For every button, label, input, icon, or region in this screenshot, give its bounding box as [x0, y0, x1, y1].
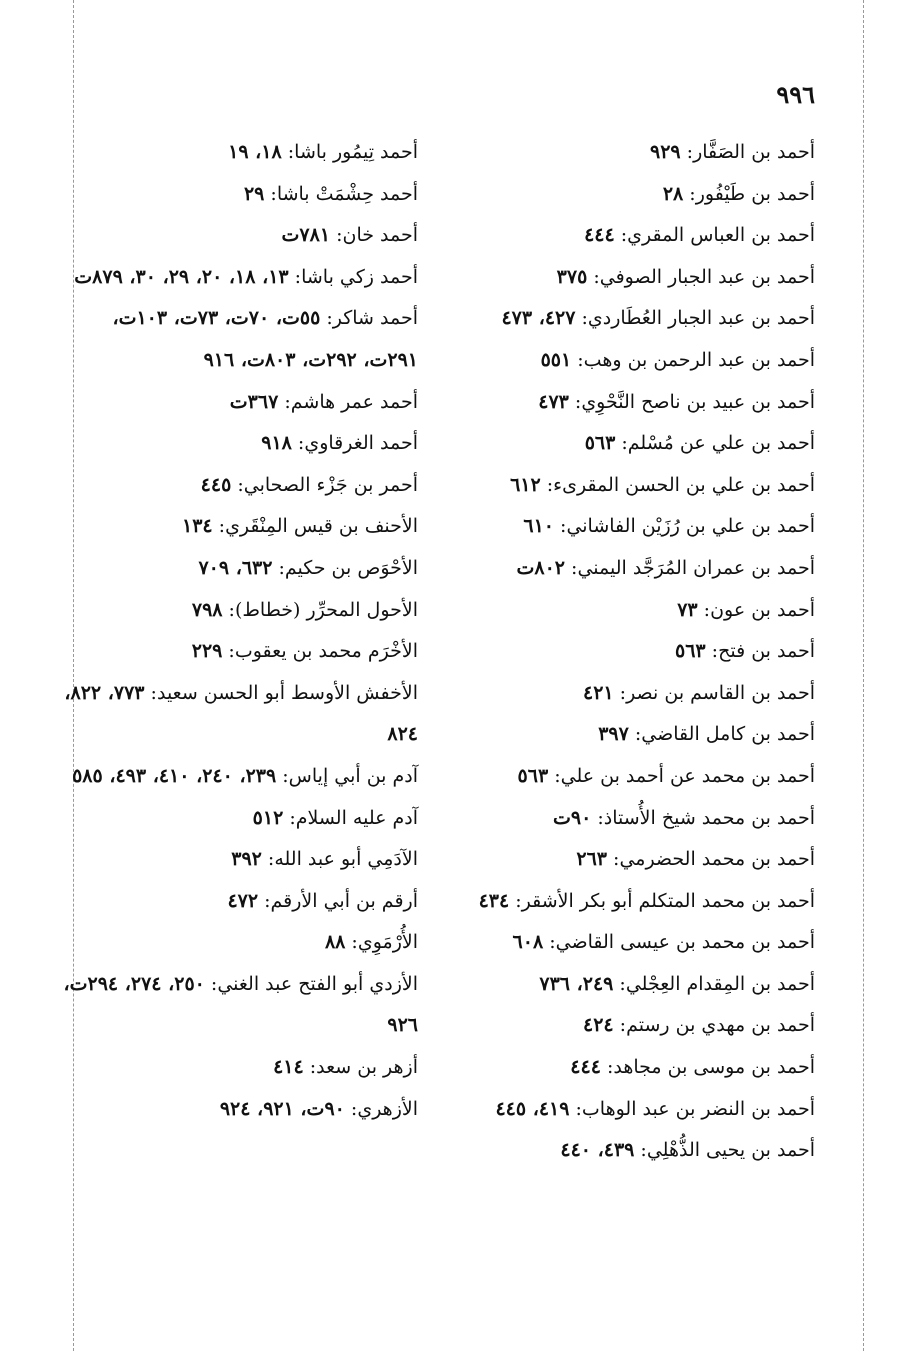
entry-separator: : — [509, 889, 522, 912]
entry-name: أحمد بن موسى بن مجاهد — [613, 1056, 815, 1079]
entry-name: أحمد بن يحيى الذُّهْلِي — [646, 1139, 815, 1162]
entry-name: أحمد بن الصَفَّار — [693, 141, 815, 163]
entry-page-refs: ٩٠ت — [553, 806, 592, 829]
entry-page-refs: ٨٨ — [324, 931, 346, 954]
entry-page-refs: ٤٤٤ — [570, 1056, 601, 1079]
index-entry — [58, 839, 418, 881]
index-entry — [58, 382, 418, 424]
entry-separator: : — [600, 1056, 614, 1079]
entry-name: أحمد بن عبيد بن ناصح النَّحْوِي — [581, 390, 815, 413]
entry-separator: : — [288, 265, 302, 288]
entry-page-refs: ٢٥٠، ٢٧٤، ٢٩٤ت، ٩٢٦ — [63, 972, 418, 1037]
entry-page-refs: ٤٤٤ — [584, 224, 615, 247]
entry-page-refs: ٥٥ت، ٧٠ت، ٧٣ت، ١٠٣ت، ٢٩١ت، ٢٩٢ت، ٨٠٣ت، ٩١٦ — [112, 307, 418, 371]
entry-separator: : — [344, 1097, 358, 1120]
index-entry — [455, 1089, 815, 1131]
entry-name: أزهر بن سعد — [316, 1056, 418, 1079]
entry-name: أحمد بن عون — [710, 598, 815, 621]
entry-separator: : — [540, 473, 554, 496]
index-entry — [455, 1130, 815, 1172]
entry-name: أحمد تِيمُور باشا — [294, 141, 418, 163]
entry-separator: : — [291, 432, 305, 455]
entry-page-refs: ١٣، ١٨، ٢٠، ٢٩، ٣٠، ٨٧٩ت — [74, 265, 289, 288]
entry-separator: : — [330, 224, 343, 247]
entry-separator: : — [258, 889, 271, 912]
index-entry — [455, 881, 815, 923]
entry-separator: : — [613, 972, 626, 995]
entry-separator: : — [548, 764, 561, 787]
entry-page-refs: ٤٣٤ — [478, 889, 510, 912]
index-entry — [58, 465, 418, 507]
entry-name: أحمد بن مهدي بن رستم — [626, 1014, 815, 1037]
entry-page-refs: ٢٤٩، ٧٣٦ — [539, 972, 614, 995]
index-entry — [58, 257, 418, 299]
entry-name: الأزدي أبو الفتح عبد الغني — [217, 972, 418, 995]
entry-name: الآدَمِي أبو عبد الله — [274, 848, 418, 871]
index-entry — [58, 548, 418, 590]
entry-page-refs: ٥١٢ — [252, 806, 284, 829]
index-entry — [455, 922, 815, 964]
entry-name: أحمد بن علي بن الحسن المقرىء — [553, 473, 815, 496]
entry-separator: : — [345, 931, 358, 954]
entry-separator: : — [553, 515, 567, 538]
index-entry — [455, 382, 815, 424]
entry-separator: : — [222, 598, 235, 621]
entry-page-refs: ٤١٤ — [273, 1056, 304, 1079]
entry-name: أحمد شاكر — [332, 307, 418, 330]
entry-name: أحمد بن محمد عن أحمد بن علي — [560, 764, 815, 787]
entry-name: أرقم بن أبي الأرقم — [270, 889, 418, 912]
page-number: ٩٩٦ — [776, 80, 815, 109]
entry-name: أحمد بن محمد المتكلم أبو بكر الأشقر — [521, 889, 815, 912]
index-entry — [455, 798, 815, 840]
index-entry — [455, 631, 815, 673]
entry-separator: : — [683, 182, 696, 205]
entry-page-refs: ٧٩٨ — [191, 598, 223, 621]
entry-name: أحمد بن محمد الحضرمي — [619, 848, 815, 871]
entry-name: أحمد حِشْمَتْ باشا — [276, 182, 418, 205]
index-entry — [455, 132, 815, 174]
entry-separator: : — [571, 348, 584, 371]
entry-page-refs: ٦١٠ — [523, 515, 554, 538]
entry-name: أحمد بن عبد الرحمن بن وهب — [583, 348, 815, 371]
entry-page-refs: ٢٨ — [662, 182, 684, 205]
index-entry — [455, 1047, 815, 1089]
entry-page-refs: ٩٢٩ — [649, 141, 681, 163]
entry-separator: : — [634, 1139, 647, 1162]
entry-separator: : — [697, 598, 711, 621]
entry-page-refs: ٤٧٢ — [227, 889, 259, 912]
entry-name: أحمد بن محمد بن عيسى القاضي — [555, 931, 815, 954]
entry-separator: : — [565, 556, 578, 579]
index-entry — [455, 964, 815, 1006]
entry-name: الأحنف بن قيس المِنْقَري — [225, 515, 418, 538]
entry-name: أحمد بن علي بن رُزَيْن الفاشاني — [566, 515, 815, 538]
entry-separator: : — [614, 224, 628, 247]
entry-page-refs: ٧٨١ت — [281, 224, 331, 247]
index-entry — [58, 964, 418, 1047]
entry-page-refs: ٤٢٧، ٤٧٣ — [501, 307, 576, 330]
index-entry — [58, 756, 418, 798]
entry-name: آدم عليه السلام — [295, 806, 418, 829]
entry-page-refs: ٤٣٩، ٤٤٠ — [560, 1139, 635, 1162]
entry-page-refs: ٢٩ — [243, 182, 265, 205]
entry-page-refs: ٤٢١ — [582, 681, 614, 704]
entry-separator: : — [278, 390, 291, 413]
index-entry — [455, 839, 815, 881]
index-entry — [455, 465, 815, 507]
index-entry — [58, 132, 418, 174]
entry-page-refs: ٢٦٣ — [576, 848, 607, 871]
index-entry — [58, 1047, 418, 1089]
entry-separator: : — [261, 848, 275, 871]
index-column-left — [58, 132, 418, 1130]
index-entry — [58, 673, 418, 756]
entry-name: الأحْوَص بن حكيم — [284, 556, 418, 579]
entry-name: الأُرْمَوِي — [357, 931, 418, 954]
entry-page-refs: ٨٠٢ت — [516, 556, 565, 579]
index-entry — [58, 423, 418, 465]
entry-separator: : — [303, 1056, 317, 1079]
entry-name: الأخفش الأوسط أبو الحسن سعيد — [156, 681, 418, 704]
entry-page-refs: ٣٧٥ — [556, 265, 588, 288]
entry-page-refs: ١٨، ١٩ — [228, 141, 282, 163]
index-entry — [58, 174, 418, 216]
entry-page-refs: ٥٦٣ — [517, 764, 549, 787]
index-entry — [455, 257, 815, 299]
entry-name: أحمد بن المِقدام العِجْلي — [625, 972, 815, 995]
entry-separator: : — [705, 640, 719, 663]
index-entry — [455, 1005, 815, 1047]
entry-name: أحمد بن طَيْفُور — [695, 182, 815, 205]
entry-name: أحمد بن النضر بن عبد الوهاب — [581, 1097, 815, 1120]
entry-name: أحمد الغرقاوي — [304, 432, 418, 455]
entry-name: الأحول المحرِّر (خطاط) — [234, 598, 418, 621]
entry-separator: : — [568, 390, 582, 413]
index-entry — [455, 590, 815, 632]
entry-page-refs: ٢٢٩ — [191, 640, 223, 663]
entry-separator: : — [543, 931, 556, 954]
index-entry — [58, 590, 418, 632]
entry-name: أحمد بن عبد الجبار العُطَاردي — [587, 307, 815, 330]
entry-page-refs: ٦١٢ — [510, 473, 541, 496]
entry-separator: : — [569, 1097, 582, 1120]
index-entry — [455, 215, 815, 257]
index-entry — [455, 673, 815, 715]
entry-name: أحمر بن جَزْء الصحابي — [243, 473, 418, 496]
index-entry — [455, 548, 815, 590]
entry-page-refs: ٣٩٧ — [598, 723, 629, 746]
entry-separator: : — [276, 764, 289, 787]
entry-separator: : — [272, 556, 285, 579]
entry-page-refs: ٩٠ت، ٩٢١، ٩٢٤ — [219, 1097, 345, 1120]
entry-separator: : — [283, 806, 296, 829]
entry-page-refs: ٥٥١ — [540, 348, 572, 371]
entry-separator: : — [613, 1014, 627, 1037]
entry-separator: : — [281, 141, 295, 163]
entry-page-refs: ٣٦٧ت — [229, 390, 279, 413]
entry-page-refs: ٤٤٥ — [200, 473, 232, 496]
entry-separator: : — [628, 723, 642, 746]
entry-separator: : — [320, 307, 333, 330]
index-entry — [58, 298, 418, 381]
entry-name: أحمد بن فتح — [718, 640, 815, 663]
entry-page-refs: ٧٧٣، ٨٢٢، ٨٢٤ — [64, 681, 418, 746]
entry-name: أحمد زكي باشا — [301, 265, 418, 288]
entry-page-refs: ٤٢٤ — [583, 1014, 614, 1037]
entry-name: الأخْرَم محمد بن يعقوب — [234, 640, 418, 663]
entry-name: أحمد بن العباس المقري — [627, 224, 815, 247]
entry-page-refs: ٦٠٨ — [512, 931, 544, 954]
entry-name: أحمد بن كامل القاضي — [641, 723, 815, 746]
entry-separator: : — [587, 265, 600, 288]
entry-page-refs: ١٣٤ — [181, 515, 213, 538]
entry-page-refs: ٩١٨ — [261, 432, 292, 455]
index-entry — [58, 215, 418, 257]
index-entry — [455, 423, 815, 465]
entry-page-refs: ٧٣ — [677, 598, 698, 621]
index-entry — [455, 756, 815, 798]
right-margin-dashed-rule — [863, 0, 864, 1351]
entry-name: أحمد بن محمد شيخ الأُستاذ — [603, 806, 815, 829]
index-entry — [58, 631, 418, 673]
index-entry — [455, 298, 815, 340]
entry-separator: : — [222, 640, 235, 663]
entry-page-refs: ٣٩٢ — [231, 848, 262, 871]
entry-separator: : — [144, 681, 157, 704]
index-entry — [58, 881, 418, 923]
index-entry — [455, 340, 815, 382]
index-entry — [455, 506, 815, 548]
entry-page-refs: ٦٣٢، ٧٠٩ — [198, 556, 273, 579]
entry-separator: : — [575, 307, 588, 330]
index-entry — [58, 506, 418, 548]
entry-page-refs: ٥٦٣ — [584, 432, 616, 455]
entry-name: الأزهري — [357, 1097, 418, 1120]
index-entry — [455, 174, 815, 216]
entry-page-refs: ٥٦٣ — [675, 640, 706, 663]
index-column-right — [455, 132, 815, 1172]
entry-name: أحمد بن عمران المُرَجَّد اليمني — [577, 556, 815, 579]
entry-separator: : — [606, 848, 620, 871]
index-entry — [58, 1089, 418, 1131]
entry-separator: : — [680, 141, 694, 163]
entry-page-refs: ٤٧٣ — [538, 390, 569, 413]
entry-name: أحمد بن علي عن مُسْلم — [627, 432, 815, 455]
entry-separator: : — [591, 806, 604, 829]
entry-name: أحمد خان — [342, 224, 418, 247]
entry-page-refs: ٢٣٩، ٢٤٠، ٤١٠، ٤٩٣، ٥٨٥ — [72, 764, 277, 787]
entry-page-refs: ٤١٩، ٤٤٥ — [495, 1097, 570, 1120]
entry-separator: : — [204, 972, 218, 995]
entry-separator: : — [231, 473, 244, 496]
entry-name: أحمد بن القاسم بن نصر — [626, 681, 815, 704]
entry-name: آدم بن أبي إياس — [288, 764, 418, 787]
entry-separator: : — [613, 681, 627, 704]
index-entry — [58, 798, 418, 840]
index-entry — [455, 714, 815, 756]
entry-separator: : — [264, 182, 277, 205]
entry-separator: : — [615, 432, 628, 455]
entry-name: أحمد بن عبد الجبار الصوفي — [599, 265, 815, 288]
index-entry — [58, 922, 418, 964]
entry-name: أحمد عمر هاشم — [290, 390, 418, 413]
entry-separator: : — [212, 515, 226, 538]
